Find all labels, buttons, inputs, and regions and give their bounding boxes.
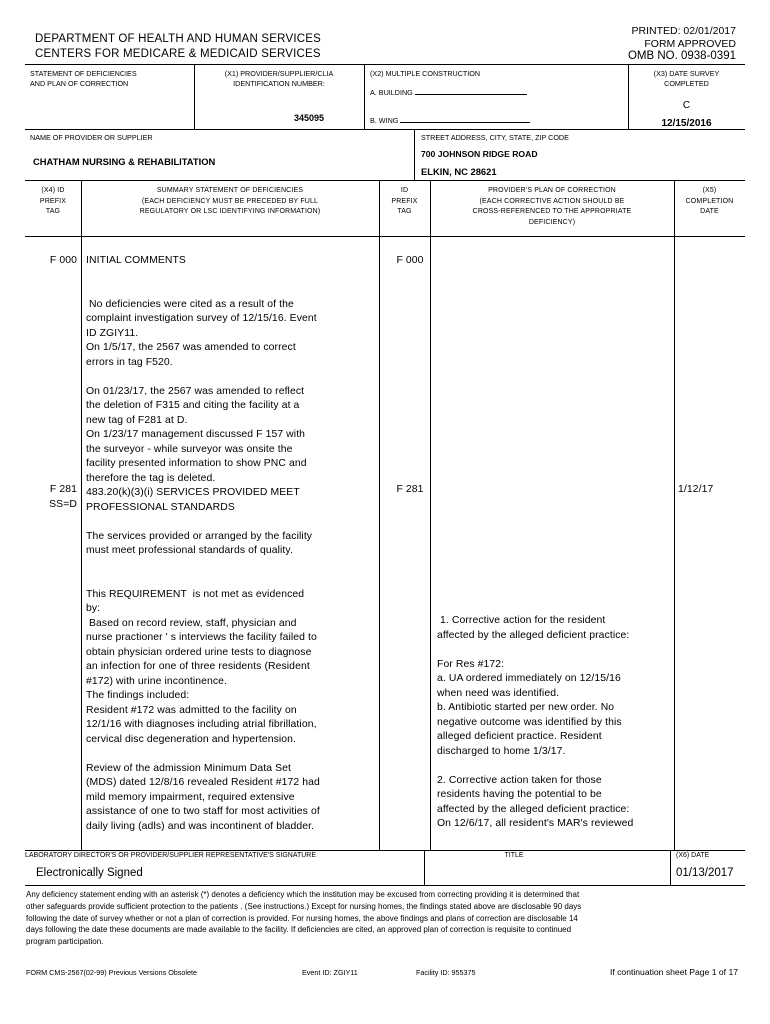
summary-line: by: (86, 603, 101, 614)
summary-line: daily living (adls) and was incontinent of bladder. (86, 820, 315, 832)
summary-line: Review of the admission Minimum Data Set (86, 762, 291, 774)
summary-line: obtain physician ordered urine tests to diagnose (86, 646, 312, 658)
summary-line: No deficiencies were cited as a result of the (86, 298, 294, 310)
page-continuation: If continuation sheet Page 1 of 17 (609, 967, 738, 977)
summary-line (86, 573, 376, 588)
plan-line: 2. Corrective action taken for those (437, 774, 602, 786)
facility-id: Facility ID: 955375 (416, 968, 476, 977)
disclaimer-line: other safeguards provide sufficient protection to the patients . (See instructions.) Except for nursing homes, the findings stated above are disclosable 90 days (26, 901, 582, 911)
plan-line: residents having the potential to be (437, 789, 602, 800)
plan-of-correction (437, 614, 673, 832)
plan-line: when need was identified. (437, 687, 560, 699)
wing-blank (400, 114, 530, 123)
statement-label: STATEMENT OF DEFICIENCIES AND PLAN OF CORRECTION (30, 69, 137, 88)
summary-line: the deletion of F315 and citing the facility at a (86, 400, 300, 411)
tag-severity: SS=D (49, 499, 77, 510)
disclaimer-line: days following the date these documents are made available to the facility. If deficiencies are cited, an approved plan of correction is requisite to continued (26, 925, 572, 935)
plan-line: a. UA ordered immediately on 12/15/16 (437, 673, 621, 684)
disclaimer-line: following the date of survey whether or not a plan of correction is provided. For nursing homes, the above findings and plans of correction are disclosable 14 (26, 913, 578, 923)
summary-line: therefore the tag is deleted. (86, 472, 216, 484)
provider-id-label: (X1) PROVIDER/SUPPLIER/CLIA IDENTIFICATION NUMBER: (224, 69, 334, 88)
plan-line: alleged deficient practice. Resident (437, 731, 602, 742)
summary-header: SUMMARY STATEMENT OF DEFICIENCIES (EACH DEFICIENCY MUST BE PRECEDED BY FULL REGULATORY OR LSC IDENTIFYING INFORMATION) (139, 187, 321, 215)
summary-line: On 01/23/17, the 2567 was amended to reflect (86, 385, 305, 397)
department-name: DEPARTMENT OF HEALTH AND HUMAN SERVICES (35, 33, 321, 45)
summary-line: Based on record review, staff, physician and (86, 617, 297, 629)
form-number: FORM CMS-2567(02-99) Previous Versions Obsolete (26, 968, 197, 977)
top-rule (25, 64, 745, 65)
plan-line (437, 759, 673, 774)
content-bottom-rule (25, 850, 745, 851)
summary-line: ID ZGIY11. (86, 327, 139, 339)
summary-line: cervical disc degeneration and hypertension. (86, 733, 297, 745)
form-approval-block (628, 25, 736, 63)
address-label: STREET ADDRESS, CITY, STATE, ZIP CODE (421, 133, 569, 142)
column-header-rule (25, 236, 745, 237)
summary-line: complaint investigation survey of 12/15/16. Event (86, 313, 317, 324)
plan-line: affected by the alleged deficient practice: (437, 803, 630, 815)
summary-line: The findings included: (86, 690, 190, 701)
summary-line (86, 370, 376, 385)
summary-line: On 1/23/17 management discussed F 157 with (86, 429, 306, 440)
summary-line: facility presented information to show PNC and (86, 458, 307, 469)
plan-line: On 12/6/17, all resident's MAR's reviewed (437, 818, 634, 829)
divider (430, 180, 431, 850)
multiple-construction-label: (X2) MULTIPLE CONSTRUCTION (370, 69, 481, 78)
id-f281: F 281 (396, 484, 424, 495)
building-blank (415, 86, 527, 95)
address-city: ELKIN, NC 28621 (421, 166, 497, 177)
divider (674, 180, 675, 850)
plan-header: PROVIDER'S PLAN OF CORRECTION (EACH CORRECTIVE ACTION SHOULD BE CROSS-REFERENCED TO THE APPROPRIATE DEFICIENCY) (472, 187, 632, 226)
signature-value: Electronically Signed (36, 867, 143, 879)
summary-line: INITIAL COMMENTS (86, 255, 186, 266)
summary-line: assistance of one to two staff for most activities of (86, 806, 320, 817)
divider (81, 180, 82, 850)
summary-line: 12/1/16 with diagnoses including atrial fibrillation, (86, 719, 317, 730)
summary-line: Resident #172 was admitted to the facility on (86, 704, 297, 716)
building-label: A. BUILDING (370, 88, 413, 97)
summary-line (86, 515, 376, 530)
plan-line: negative outcome was identified by this (437, 716, 622, 728)
x4-header: (X4) ID PREFIX TAG (39, 187, 67, 215)
wing-field (370, 114, 530, 126)
address-street: 700 JOHNSON RIDGE ROAD (421, 149, 538, 159)
disclaimer-line: Any deficiency statement ending with an asterisk (*) denotes a deficiency which the institution may be excused from correcting providing it is determined that (26, 890, 580, 899)
summary-line (86, 747, 376, 762)
divider (379, 180, 380, 850)
date-label: (X6) DATE (676, 852, 710, 859)
summary-line: errors in tag F520. (86, 356, 173, 368)
agency-name: CENTERS FOR MEDICARE & MEDICAID SERVICES (35, 47, 321, 60)
x5-header: (X5) COMPLETION DATE (685, 187, 734, 215)
event-id: Event ID: ZGIY11 (302, 968, 358, 977)
summary-line: 483.20(k)(3)(i) SERVICES PROVIDED MEET (86, 487, 300, 498)
summary-line: The services provided or arranged by the facility (86, 530, 313, 542)
summary-line: an infection for one of three residents (Resident (86, 661, 310, 672)
summary-line: PROFESSIONAL STANDARDS (86, 501, 235, 513)
title-label: TITLE (504, 852, 524, 859)
summary-line (86, 283, 376, 298)
survey-date-label: (X3) DATE SURVEY COMPLETED (653, 69, 720, 88)
plan-line: For Res #172: (437, 658, 505, 670)
omb-number: OMB NO. 0938-0391 (627, 50, 736, 62)
summary-line (86, 559, 376, 574)
signature-label: LABORATORY DIRECTOR'S OR PROVIDER/SUPPLIER REPRESENTATIVE'S SIGNATURE (25, 852, 317, 859)
summary-line: mild memory impairment, required extensive (86, 791, 295, 803)
id-f000: F 000 (396, 255, 424, 266)
plan-line: 1. Corrective action for the resident (437, 615, 606, 626)
plan-line: b. Antibiotic started per new order. No (437, 702, 615, 713)
disclaimer-line: program participation. (26, 937, 104, 947)
printed-date: PRINTED: 02/01/2017 (631, 25, 736, 37)
department-header (35, 32, 321, 61)
summary-line: the surveyor - while surveyor was onsite the (86, 443, 293, 455)
divider (414, 129, 415, 180)
disclaimer-text (26, 889, 748, 948)
survey-letter: C (682, 100, 691, 111)
survey-completed-date: 12/15/2016 (661, 118, 712, 129)
summary-line: On 1/5/17, the 2567 was amended to correct (86, 342, 296, 353)
divider (670, 850, 671, 885)
summary-statement (86, 254, 376, 834)
form-approved-label: FORM APPROVED (644, 37, 736, 50)
provider-rule (25, 180, 745, 181)
provider-name-label: NAME OF PROVIDER OR SUPPLIER (30, 133, 153, 142)
summary-line: This REQUIREMENT is not met as evidenced (86, 588, 305, 600)
plan-line: affected by the alleged deficient practice: (437, 629, 630, 641)
plan-line: discharged to home 1/3/17. (437, 745, 566, 757)
info-rule (25, 129, 745, 130)
provider-name: CHATHAM NURSING & REHABILITATION (33, 156, 216, 167)
summary-line: nurse practioner ' s interviews the facility failed to (86, 632, 317, 643)
summary-line (86, 269, 376, 284)
tag-f000: F 000 (49, 255, 77, 266)
provider-id-value: 345095 (293, 113, 325, 123)
plan-line (437, 643, 673, 658)
signature-rule (25, 885, 745, 886)
summary-line: #172) with urine incontinence. (86, 675, 228, 687)
id-header: ID PREFIX TAG (391, 187, 418, 215)
summary-line: must meet professional standards of quality. (86, 545, 293, 556)
building-field (370, 86, 527, 98)
completion-date: 1/12/17 (678, 484, 714, 495)
summary-line: new tag of F281 at D. (86, 414, 188, 426)
signature-date: 01/13/2017 (676, 867, 734, 879)
wing-label: B. WING (370, 116, 399, 125)
summary-line: (MDS) dated 12/8/16 revealed Resident #172 had (86, 777, 320, 788)
tag-f281: F 281 (49, 484, 77, 495)
